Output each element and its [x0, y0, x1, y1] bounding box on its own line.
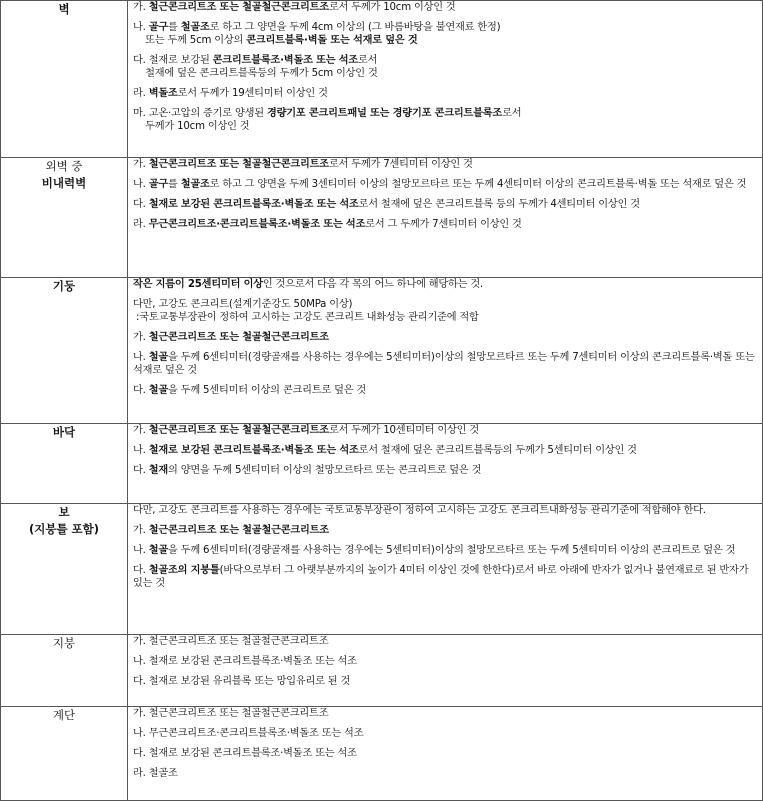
requirement-text: 로 하고 그 양면을 두께 3센티미터 이상의 철망모르타르 또는 두께 4센티미터 이상의 콘크리트블록·벽돌 또는 석재로 덮은 것 [209, 179, 747, 190]
requirement-item [133, 198, 758, 211]
requirement-text: 또는 두께 5cm 이상의 [133, 35, 247, 46]
row-requirements [128, 504, 763, 635]
requirement-text: 나. [133, 22, 149, 33]
category-label: 보 [58, 505, 70, 519]
requirement-text: 나. [133, 445, 149, 456]
table-body [1, 1, 763, 801]
requirement-emphasis: 무근콘크리트조·콘크리트블록조·벽돌조 또는 석조 [148, 219, 366, 230]
requirement-text: 로서 두께가 10센티미터 이상인 것 [328, 425, 480, 436]
requirement-item [133, 178, 758, 191]
requirement-text: 라. [133, 219, 149, 230]
requirement-emphasis: 철골 [148, 352, 169, 363]
requirement-text: 두께가 10cm 이상인 것 [133, 121, 250, 132]
requirement-text: 가. [133, 332, 149, 343]
requirement-emphasis: 철근콘크리트조 또는 철골철근콘크리트조 [148, 332, 329, 343]
requirement-text: 로서 철재에 덮은 콘크리트블록등의 두께가 5센티미터 이상인 것 [358, 445, 637, 456]
requirement-emphasis: 철재로 보강된 콘크리트블록조·벽돌조 또는 석조 [148, 199, 359, 210]
requirement-item [133, 54, 758, 80]
row-category [1, 635, 128, 707]
requirement-text: 로서 두께가 7센티미터 이상인 것 [328, 159, 473, 170]
requirement-emphasis: 철골 [148, 545, 169, 556]
requirement-item [133, 298, 758, 324]
category-label: 기둥 [52, 279, 76, 293]
requirement-text: 인 것으로서 다음 각 목의 어느 하나에 해당하는 것. [262, 279, 484, 290]
requirement-text: 로 하고 그 양면을 두께 4cm 이상의 (그 바름바탕을 불연재료 한정) [209, 22, 501, 33]
requirement-text: 다만, 고강도 콘크리트를 사용하는 경우에는 국토교통부장관이 정하여 고시하는 고강도 콘크리트내화성능 관리기준에 적합해야 한다. [133, 505, 706, 516]
category-label: 계단 [52, 708, 76, 722]
category-label: (지붕틀 포함) [28, 522, 100, 536]
requirement-text: 가. 철근콘크리트조 또는 철골철근콘크리트조 [133, 636, 329, 647]
requirement-emphasis: 철재 [148, 465, 169, 476]
row-requirements [128, 158, 763, 278]
requirement-item [133, 675, 758, 688]
requirement-emphasis: 철골조의 지붕틀 [148, 565, 220, 576]
requirement-text: 를 [168, 22, 181, 33]
requirement-emphasis: 작은 지름이 25센티미터 이상 [133, 279, 263, 290]
row-category [1, 278, 128, 424]
requirement-item [133, 331, 758, 344]
category-label: 지붕 [52, 636, 76, 650]
requirement-item [133, 351, 758, 377]
requirement-item [133, 218, 758, 231]
table-row [1, 707, 763, 801]
row-requirements [128, 635, 763, 707]
category-label: 벽 [58, 2, 70, 16]
requirement-item [133, 767, 758, 780]
table-row [1, 504, 763, 635]
category-label: 비내력벽 [41, 176, 87, 190]
requirement-item [133, 544, 758, 557]
requirement-text: 로서 그 두께가 7센티미터 이상인 것 [365, 219, 522, 230]
requirement-emphasis: 철근콘크리트조 또는 철골철근콘크리트조 [148, 525, 329, 536]
requirement-item [133, 655, 758, 668]
requirement-text: (바닥으로부터 그 아랫부분까지의 높이가 4미터 이상인 것에 한한다)로서 바로 아래에 반자가 없거나 불연재료로 된 반자가 있는 것 [133, 565, 749, 589]
requirement-text: 다. [133, 199, 149, 210]
requirement-text: :국토교통부장관이 정하여 고시하는 고강도 콘크리트 내화성능 관리기준에 적합 [133, 312, 479, 323]
row-category [1, 424, 128, 504]
requirement-text: 다. [133, 385, 149, 396]
requirement-text: 나. [133, 179, 149, 190]
requirement-text: 가. [133, 2, 149, 13]
requirement-emphasis: 철재로 보강된 콘크리트블록조·벽돌조 또는 석조 [148, 445, 359, 456]
requirement-text: 다만, 고강도 콘크리트(설계기준강도 50MPa 이상) [133, 299, 353, 310]
requirement-item [133, 524, 758, 537]
requirement-emphasis: 철근콘크리트조 또는 철골철근콘크리트조 [148, 2, 329, 13]
requirement-text: 라. 철골조 [133, 768, 178, 779]
requirement-item [133, 158, 758, 171]
requirement-emphasis: 골구 [148, 179, 169, 190]
requirement-text: 의 양면을 두께 5센티미터 이상의 철망모르타르 또는 콘크리트로 덮은 것 [168, 465, 482, 476]
requirement-emphasis: 콘크리트블록조·벽돌조 또는 석조 [212, 55, 358, 66]
requirement-text: 가. [133, 159, 149, 170]
requirement-item [133, 278, 758, 291]
requirement-item [133, 504, 758, 517]
row-requirements [128, 278, 763, 424]
requirement-item [133, 727, 758, 740]
requirement-text: 을 두께 6센티미터(경량골재를 사용하는 경우에는 5센티미터)이상의 철망모르타르 또는 두께 7센티미터 이상의 콘크리트블록·벽돌 또는 석재로 덮은 것 [133, 352, 755, 376]
requirement-emphasis: 철골 [148, 385, 169, 396]
requirement-text: 다. [133, 565, 149, 576]
category-label: 바닥 [52, 425, 76, 439]
requirement-text: 라. [133, 88, 149, 99]
table-row [1, 635, 763, 707]
requirement-item [133, 747, 758, 760]
table-row [1, 424, 763, 504]
requirement-text: 마. 고온·고압의 증기로 양생된 [133, 108, 267, 119]
requirement-text: 다. 철재로 보강된 [133, 55, 213, 66]
requirement-text: 나. 철재로 보강된 콘크리트블록조·벽돌조 또는 석조 [133, 656, 357, 667]
requirement-item [133, 564, 758, 590]
requirement-emphasis: 벽돌조 [148, 88, 178, 99]
requirement-item [133, 424, 758, 437]
requirement-item [133, 444, 758, 457]
requirement-item [133, 1, 758, 14]
requirement-text: 로서 두께가 10cm 이상인 것 [328, 2, 456, 13]
requirement-emphasis: 철골조 [180, 22, 210, 33]
table-row [1, 278, 763, 424]
requirement-text: 로서 두께가 19센티미터 이상인 것 [177, 88, 328, 99]
requirement-emphasis: 철근콘크리트조 또는 철골철근콘크리트조 [148, 159, 329, 170]
requirement-emphasis: 경량기포 콘크리트패널 또는 경량기포 콘크리트블록조 [266, 108, 503, 119]
table-row [1, 1, 763, 158]
requirement-item [133, 21, 758, 47]
row-category [1, 707, 128, 801]
requirement-text: 다. [133, 465, 149, 476]
row-category [1, 158, 128, 278]
requirement-item [133, 107, 758, 133]
row-requirements [128, 1, 763, 158]
requirement-text: 철재에 덮은 콘크리트블록등의 두께가 5cm 이상인 것 [133, 68, 378, 79]
requirement-text: 를 [168, 179, 181, 190]
requirement-text: 나. [133, 545, 149, 556]
row-category [1, 504, 128, 635]
requirement-text: 을 두께 6센티미터(경량골재를 사용하는 경우에는 5센티미터)이상의 철망모르타르 또는 두께 5센티미터 이상의 콘크리트로 덮은 것 [168, 545, 736, 556]
category-label: 외벽 중 [45, 159, 83, 173]
requirement-emphasis: 철근콘크리트조 또는 철골철근콘크리트조 [148, 425, 329, 436]
requirement-text: 다. 철재로 보강된 콘크리트블록조·벽돌조 또는 석조 [133, 748, 357, 759]
requirement-text: 가. [133, 425, 149, 436]
requirement-item [133, 707, 758, 720]
row-requirements [128, 707, 763, 801]
requirement-text: 로서 철재에 덮은 콘크리트블록 등의 두께가 4센티미터 이상인 것 [358, 199, 640, 210]
requirement-item [133, 87, 758, 100]
requirement-emphasis: 철골조 [180, 179, 210, 190]
requirement-text: 나. 무근콘크리트조·콘크리트블록조·벽돌조 또는 석조 [133, 728, 364, 739]
requirement-text: 로서 [502, 108, 522, 119]
row-category [1, 1, 128, 158]
requirement-item [133, 384, 758, 397]
requirement-item [133, 464, 758, 477]
requirement-text: 을 두께 5센티미터 이상의 콘크리트로 덮은 것 [168, 385, 367, 396]
requirement-text: 가. [133, 525, 149, 536]
requirement-item [133, 635, 758, 648]
table-row [1, 158, 763, 278]
requirement-text: 가. 철근콘크리트조 또는 철골철근콘크리트조 [133, 708, 329, 719]
requirement-emphasis: 콘크리트블록·벽돌 또는 석재로 덮은 것 [246, 35, 418, 46]
requirement-text: 로서 [357, 55, 378, 66]
row-requirements [128, 424, 763, 504]
requirement-text: 나. [133, 352, 149, 363]
requirement-emphasis: 골구 [148, 22, 169, 33]
requirement-text: 다. 철재로 보강된 유리블록 또는 망입유리로 된 것 [133, 676, 351, 687]
